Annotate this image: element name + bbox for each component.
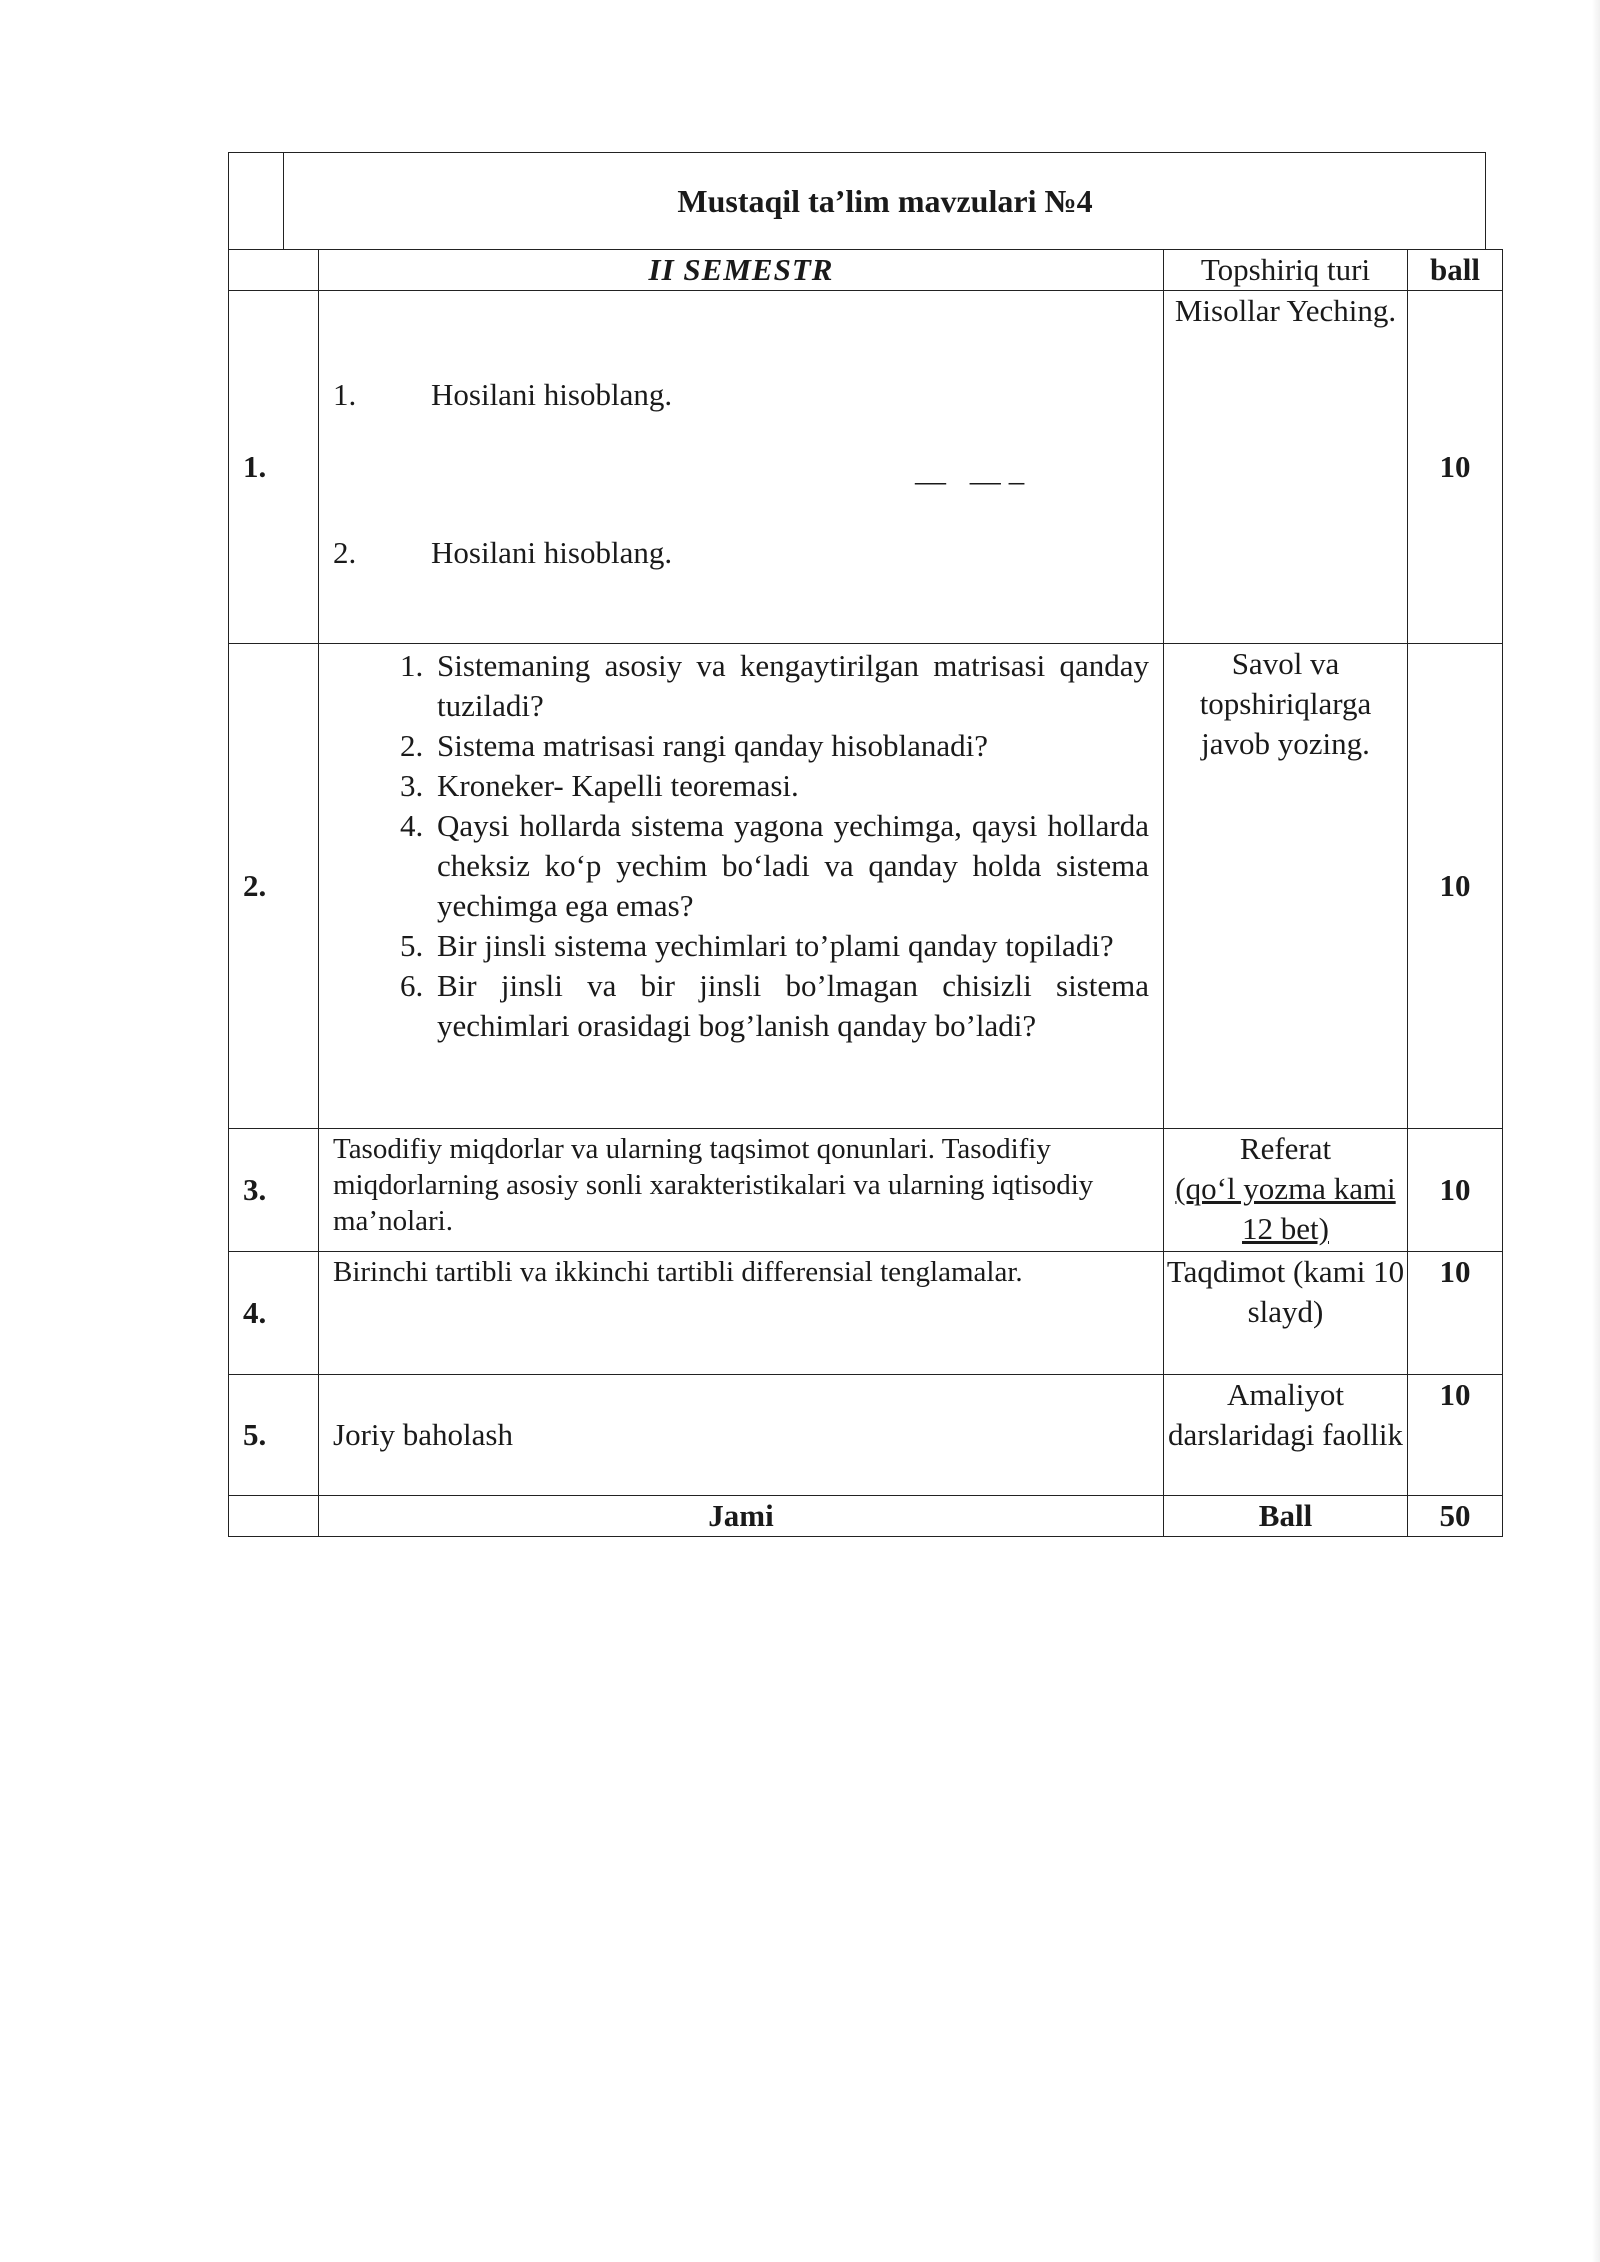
question-list: [319, 646, 1149, 1046]
type-note: (qo‘l yozma kami 12 bet): [1175, 1171, 1396, 1246]
total-label: Jami: [319, 1496, 1164, 1537]
table-header-row: [229, 250, 1503, 291]
table-row: [229, 1252, 1503, 1375]
row-topic: [319, 644, 1164, 1129]
row-type: Taqdimot (kami 10 slayd): [1164, 1252, 1408, 1375]
row-ball: 10: [1408, 1252, 1503, 1375]
table-row: [229, 1129, 1503, 1252]
document-page: [228, 152, 1486, 1537]
row-number: 1.: [229, 291, 319, 644]
list-item: 4. Qaysi hollarda sistema yagona yechimga, qaysi hollarda cheksiz ko‘p yechim bo‘ladi va qanday holda sistema yechimga ega emas?: [431, 806, 1149, 926]
table-row: [229, 1375, 1503, 1496]
list-item: 5. Bir jinsli sistema yechimlari to’plami qanday topiladi?: [431, 926, 1149, 966]
list-item: 6. Bir jinsli va bir jinsli bo’lmagan chisizli sistema yechimlari orasidagi bog’lanish qanday bo’ladi?: [431, 966, 1149, 1046]
row-topic: Joriy baholash: [319, 1375, 1164, 1496]
row-ball: 10: [1408, 1129, 1503, 1252]
list-item: 1. Sistemaning asosiy va kengaytirilgan matrisasi qanday tuziladi?: [431, 646, 1149, 726]
page-edge-shadow: [1592, 0, 1600, 2262]
type-column-header: Topshiriq turi: [1164, 250, 1408, 291]
table-row: [229, 644, 1503, 1129]
row-topic: Tasodifiy miqdorlar va ularning taqsimot qonunlari. Tasodifiy miqdorlarning asosiy sonli xarakteristikalari va ularning iqtisodiy ma’nolari.: [319, 1129, 1164, 1252]
type-label: Referat: [1239, 1131, 1332, 1166]
list-item: [333, 533, 672, 573]
total-row: [229, 1496, 1503, 1537]
list-item: [333, 375, 672, 415]
row-number: 2.: [229, 644, 319, 1129]
document-title: Mustaqil ta’lim mavzulari №4: [677, 182, 1093, 219]
total-type: Ball: [1164, 1496, 1408, 1537]
title-row: [228, 152, 1486, 249]
row-ball: 10: [1408, 291, 1503, 644]
item-text: Hosilani hisoblang.: [431, 377, 673, 412]
row-number: 3.: [229, 1129, 319, 1252]
row-ball: 10: [1408, 644, 1503, 1129]
row-number: 5.: [229, 1375, 319, 1496]
row-topic: Birinchi tartibli va ikkinchi tartibli differensial tenglamalar.: [319, 1252, 1164, 1375]
list-item: 2. Sistema matrisasi rangi qanday hisoblanadi?: [431, 726, 1149, 766]
row-number: 4.: [229, 1252, 319, 1375]
fraction-marks: — —–: [915, 463, 1033, 498]
row-type: Misollar Yeching.: [1164, 291, 1408, 644]
table-row: [229, 291, 1503, 644]
row-type: [1164, 1129, 1408, 1252]
item-text: Hosilani hisoblang.: [431, 535, 673, 570]
ball-column-header: ball: [1408, 250, 1503, 291]
total-number-cell: [229, 1496, 319, 1537]
row-type: Amaliyot darslaridagi faollik: [1164, 1375, 1408, 1496]
assignments-table: [228, 249, 1503, 1537]
item-number: 2.: [333, 535, 357, 570]
item-number: 1.: [333, 377, 357, 412]
title-left-cell: [229, 153, 284, 249]
total-value: 50: [1408, 1496, 1503, 1537]
row-ball: 10: [1408, 1375, 1503, 1496]
row-type: Savol va topshiriqlarga javob yozing.: [1164, 644, 1408, 1129]
header-number-cell: [229, 250, 319, 291]
semester-header: II SEMESTR: [319, 250, 1164, 291]
list-item: 3. Kroneker- Kapelli teoremasi.: [431, 766, 1149, 806]
row-topic: [319, 291, 1164, 644]
